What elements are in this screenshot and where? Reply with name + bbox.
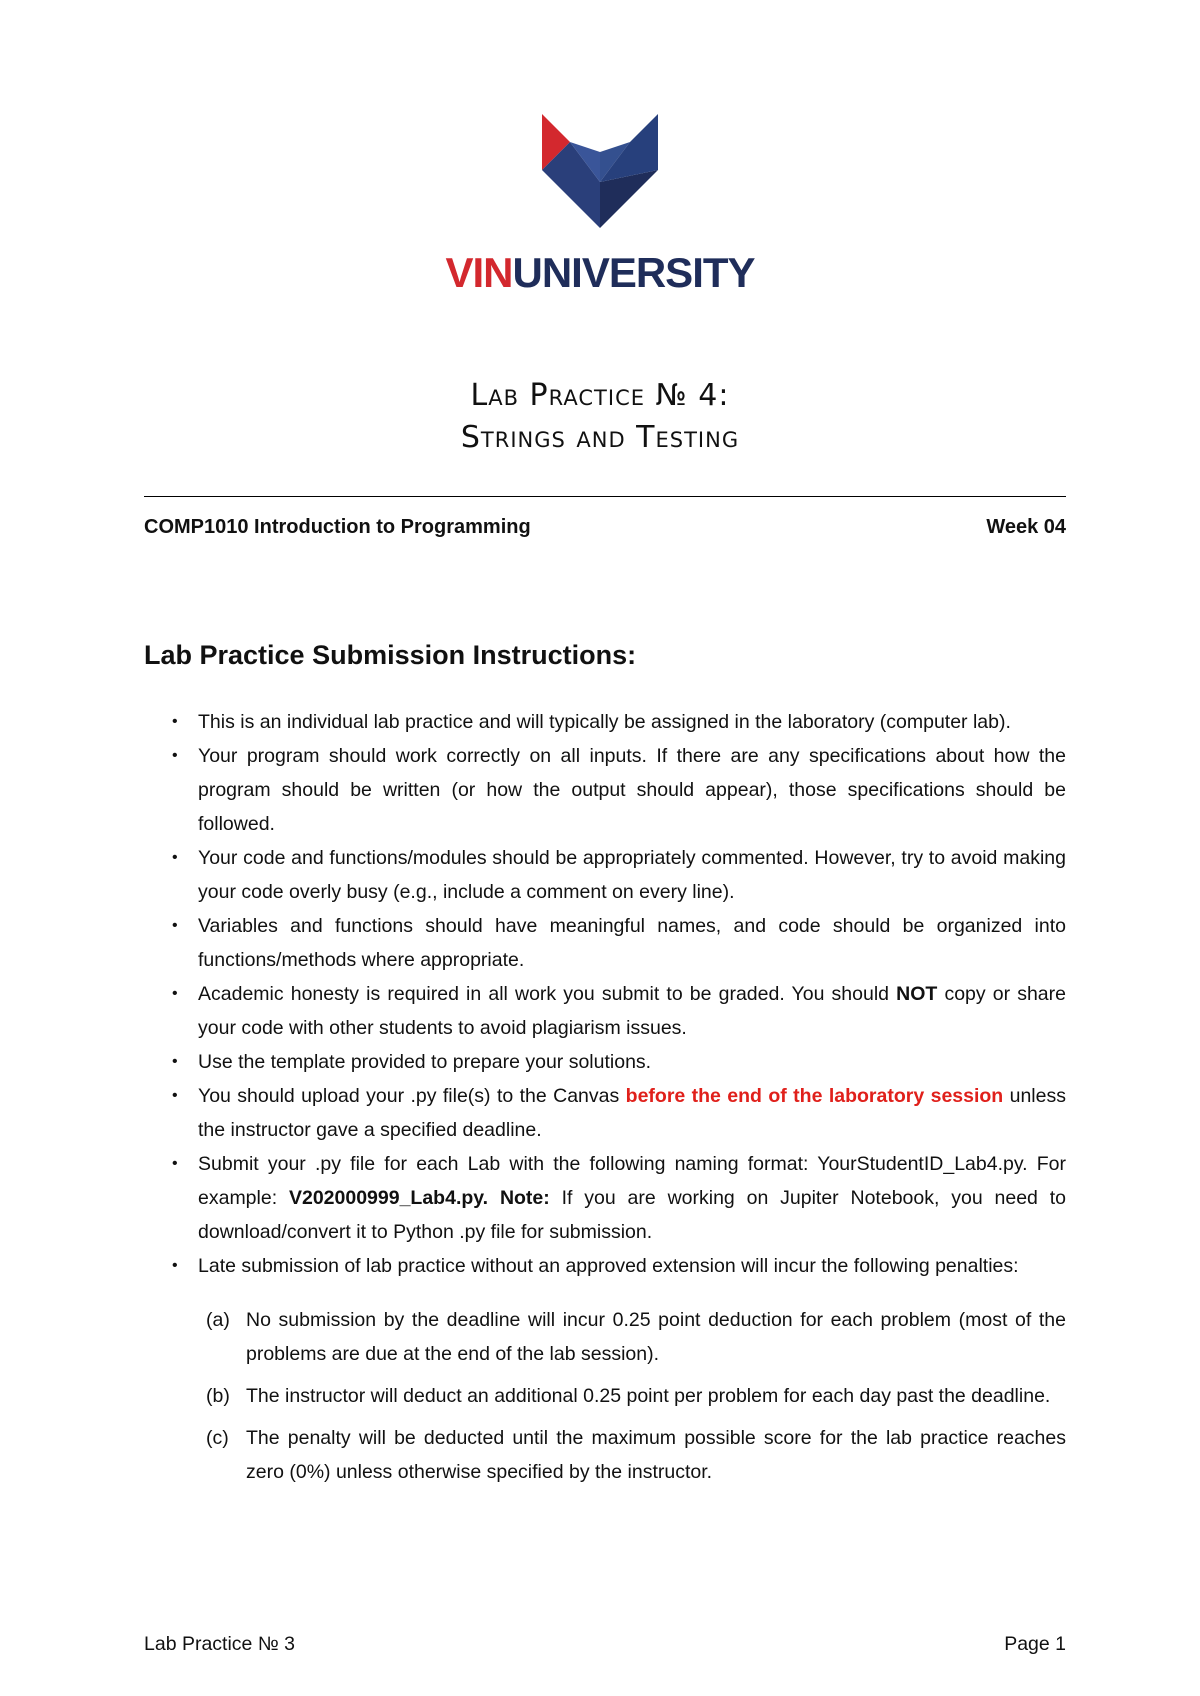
wordmark-university: UNIVERSITY (512, 249, 755, 296)
wordmark-vin: VIN (445, 249, 513, 296)
week-label: Week 04 (986, 516, 1066, 538)
footer-lab-label: Lab Practice № 3 (144, 1633, 295, 1655)
penalty-item: (a) No submission by the deadline will incur 0.25 point deduction for each problem (most of the problems are due at the end of the lab session). (206, 1309, 1066, 1365)
list-item: • This is an individual lab practice and will typically be assigned in the laboratory (computer lab). (170, 705, 1066, 739)
list-item: • Submit your .py file for each Lab with the following naming format: YourStudentID_Lab4.py. For example: V202000999_Lab4.py. Note: If you are working on Jupiter Notebook, you need to download/convert it to Python .py file for submission. (170, 1147, 1066, 1249)
penalties-list (198, 1303, 1066, 1489)
list-item: • You should upload your .py file(s) to the Canvas before the end of the laboratory session unless the instructor gave a specified deadline. (170, 1079, 1066, 1147)
list-item: • Variables and functions should have meaningful names, and code should be organized into functions/methods where appropriate. (170, 909, 1066, 977)
title-divider (144, 496, 1066, 497)
deadline-highlight: before the end of the laboratory session (625, 1085, 1004, 1107)
list-item: • Your program should work correctly on all inputs. If there are any specifications about how the program should be written (or how the output should appear), those specifications should be followed. (170, 739, 1066, 841)
course-name: COMP1010 Introduction to Programming (144, 516, 531, 538)
wordmark (0, 249, 1200, 297)
penalty-item: (b) The instructor will deduct an additional 0.25 point per problem for each day past the deadline. (206, 1385, 1051, 1407)
document-title-line2: Strings and Testing (460, 420, 740, 455)
instructions-list (170, 705, 1066, 1497)
footer-page-number: Page 1 (1004, 1633, 1066, 1655)
list-item: • Late submission of lab practice without an approved extension will incur the following penalties: (a) No submission by the deadline will incur 0.25 point deduction for each problem (most of the problems are due at the end of the lab session). (b) The instructor will deduct an additional 0.25 point per problem for each day past the deadline. (c) The penalty will be deducted until the maximum possible score for the lab practice reaches zero (0%) unless otherwise specified by the instructor. (170, 1249, 1066, 1489)
document-title-line1: Lab Practice № 4: (470, 378, 730, 413)
list-item: • Your code and functions/modules should be appropriately commented. However, try to avoid making your code overly busy (e.g., include a comment on every line). (170, 841, 1066, 909)
list-item: • Use the template provided to prepare your solutions. (170, 1045, 1066, 1079)
list-item: • Academic honesty is required in all work you submit to be graded. You should NOT copy or share your code with other students to avoid plagiarism issues. (170, 977, 1066, 1045)
vinuniversity-chevron-logo-icon (540, 112, 660, 232)
section-heading: Lab Practice Submission Instructions: (144, 640, 637, 670)
penalty-item: (c) The penalty will be deducted until the maximum possible score for the lab practice reaches zero (0%) unless otherwise specified by the instructor. (206, 1427, 1066, 1483)
